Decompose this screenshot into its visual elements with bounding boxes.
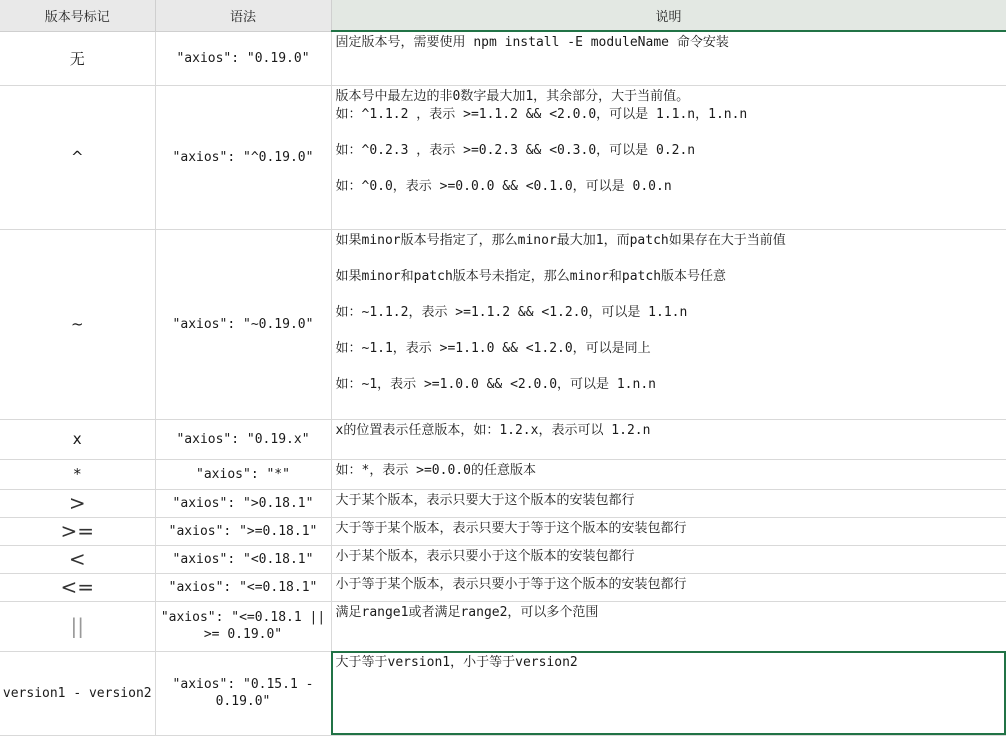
- cell-mark[interactable]: [0, 517, 155, 545]
- cell-mark[interactable]: x: [0, 419, 155, 459]
- mark-symbol: <: [68, 547, 86, 571]
- desc-line: 如：~1，表示 >=1.0.0 && <2.0.0，可以是 1.n.n: [335, 376, 656, 392]
- desc-line: 大于等于某个版本，表示只要大于等于这个版本的安装包都行: [335, 520, 687, 536]
- desc-line: 小于某个版本，表示只要小于这个版本的安装包都行: [335, 548, 635, 564]
- cell-syntax[interactable]: "axios": "0.19.x": [155, 419, 331, 459]
- desc-line: 大于等于version1，小于等于version2: [335, 654, 578, 670]
- desc-line: 如果minor和patch版本号未指定，那么minor和patch版本号任意: [335, 268, 727, 284]
- desc-line: 如：~1.1，表示 >=1.1.0 && <1.2.0，可以是同上: [335, 340, 651, 356]
- cell-description[interactable]: [331, 573, 1006, 601]
- cell-mark[interactable]: ~: [0, 229, 155, 419]
- cell-description[interactable]: [331, 419, 1006, 459]
- table-row: [0, 489, 1006, 517]
- desc-line: 大于某个版本，表示只要大于这个版本的安装包都行: [335, 492, 635, 508]
- cell-mark[interactable]: version1 - version2: [0, 651, 155, 735]
- header-row: [0, 0, 1006, 31]
- cell-mark[interactable]: 无: [0, 31, 155, 85]
- desc-line: 如：~1.1.2，表示 >=1.1.2 && <1.2.0，可以是 1.1.n: [335, 304, 688, 320]
- cell-description[interactable]: [331, 459, 1006, 489]
- desc-line: 版本号中最左边的非0数字最大加1，其余部分，大于当前值。: [335, 88, 690, 104]
- cell-description-selected[interactable]: [331, 651, 1006, 735]
- cell-description[interactable]: [331, 517, 1006, 545]
- desc-line: 如：^1.1.2 ，表示 >=1.1.2 && <2.0.0，可以是 1.1.n，1.n.n: [335, 106, 748, 122]
- desc-line: x的位置表示任意版本，如：1.2.x，表示可以 1.2.n: [335, 422, 651, 438]
- cell-mark[interactable]: [0, 601, 155, 651]
- table-row: [0, 601, 1006, 651]
- mark-symbol: >=: [60, 519, 94, 543]
- cell-syntax[interactable]: "axios": "^0.19.0": [155, 85, 331, 229]
- desc-line: 如果minor版本号指定了，那么minor最大加1，而patch如果存在大于当前值: [335, 232, 786, 248]
- cell-description[interactable]: [331, 545, 1006, 573]
- table-row: [0, 459, 1006, 489]
- cell-description[interactable]: [331, 601, 1006, 651]
- desc-line: 固定版本号，需要使用 npm install -E moduleName 命令安装: [335, 35, 729, 50]
- table-row: [0, 651, 1006, 735]
- cell-description[interactable]: [331, 489, 1006, 517]
- desc-line: 满足range1或者满足range2，可以多个范围: [335, 604, 599, 620]
- table-row: [0, 229, 1006, 419]
- desc-line: 小于等于某个版本，表示只要小于等于这个版本的安装包都行: [335, 576, 687, 592]
- cell-syntax[interactable]: "axios": "~0.19.0": [155, 229, 331, 419]
- header-mark[interactable]: 版本号标记: [0, 0, 155, 31]
- mark-symbol: >: [68, 491, 86, 515]
- table-row: [0, 517, 1006, 545]
- cell-syntax[interactable]: "axios": "<=0.18.1 || >= 0.19.0": [155, 601, 331, 651]
- table-row: [0, 573, 1006, 601]
- cell-description[interactable]: [331, 229, 1006, 419]
- cell-description[interactable]: [331, 85, 1006, 229]
- cell-mark[interactable]: *: [0, 459, 155, 489]
- cell-mark[interactable]: ^: [0, 85, 155, 229]
- cell-syntax[interactable]: "axios": "*": [155, 459, 331, 489]
- cell-syntax[interactable]: "axios": "0.15.1 - 0.19.0": [155, 651, 331, 735]
- table-row: [0, 419, 1006, 459]
- cell-syntax[interactable]: "axios": "<=0.18.1": [155, 573, 331, 601]
- header-description[interactable]: 说明: [331, 0, 1006, 31]
- cell-mark[interactable]: [0, 573, 155, 601]
- cell-syntax[interactable]: "axios": "<0.18.1": [155, 545, 331, 573]
- table-row: [0, 545, 1006, 573]
- desc-line: 如：*，表示 >=0.0.0的任意版本: [335, 462, 536, 478]
- desc-line: 如：^0.2.3 ，表示 >=0.2.3 && <0.3.0，可以是 0.2.n: [335, 142, 696, 158]
- cell-description[interactable]: [331, 31, 1006, 85]
- table-row: [0, 85, 1006, 229]
- cell-syntax[interactable]: "axios": ">=0.18.1": [155, 517, 331, 545]
- mark-symbol: <=: [60, 575, 94, 599]
- cell-syntax[interactable]: "axios": ">0.18.1": [155, 489, 331, 517]
- cell-mark[interactable]: [0, 545, 155, 573]
- desc-line: 如：^0.0，表示 >=0.0.0 && <0.1.0，可以是 0.0.n: [335, 178, 672, 194]
- table-row: [0, 31, 1006, 85]
- cell-syntax[interactable]: "axios": "0.19.0": [155, 31, 331, 85]
- header-syntax[interactable]: 语法: [155, 0, 331, 31]
- mark-symbol: ||: [70, 614, 84, 638]
- cell-mark[interactable]: [0, 489, 155, 517]
